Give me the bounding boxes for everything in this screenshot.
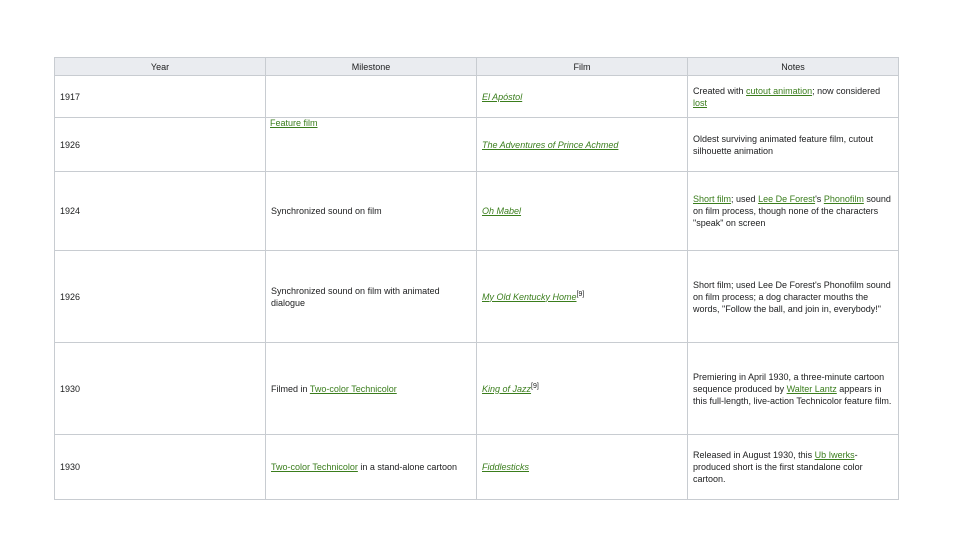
notes-text: Released in August 1930, this — [693, 450, 813, 460]
table-row — [55, 172, 899, 251]
header-year[interactable]: Year — [55, 58, 266, 76]
year-cell: 1930 — [55, 343, 266, 435]
citation-ref[interactable]: [9] — [576, 290, 585, 298]
notes-text: -produced short is the first standalone color cartoon. — [693, 450, 863, 484]
notes-cell — [688, 172, 899, 251]
notes-cell: Short film; used Lee De Forest's Phonofilm sound on film process; a dog character mouths the words, "Follow the ball, and join in, everybody!" — [688, 251, 899, 343]
header-milestone[interactable]: Milestone — [266, 58, 477, 76]
notes-text: Premiering in April 1930, a three-minute cartoon sequence produced by — [693, 371, 885, 394]
film-link[interactable]: El Apóstol — [482, 91, 523, 102]
citation-ref[interactable]: [9] — [531, 382, 539, 390]
table-row — [55, 118, 899, 172]
table-row — [55, 76, 899, 118]
film-link[interactable]: King of Jazz — [482, 383, 532, 394]
milestone-cell — [266, 76, 477, 118]
film-link[interactable]: My Old Kentucky Home — [482, 291, 577, 302]
header-row — [55, 58, 899, 76]
notes-text: Created with — [693, 85, 744, 96]
notes-link[interactable]: Lee De Forest — [758, 194, 816, 204]
notes-text: 's — [815, 194, 822, 204]
year-cell: 1917 — [55, 76, 266, 118]
year-cell: 1924 — [55, 172, 266, 251]
film-cell — [477, 118, 688, 172]
milestone-link[interactable]: Two-color Technicolor — [309, 383, 397, 394]
milestone-text: in a stand-alone cartoon — [360, 462, 457, 472]
header-film[interactable]: Film — [477, 58, 688, 76]
notes-link[interactable]: lost — [693, 97, 708, 108]
year-cell: 1930 — [55, 435, 266, 500]
film-cell — [477, 435, 688, 500]
notes-link[interactable]: Short film — [693, 194, 732, 204]
table-row — [55, 251, 899, 343]
notes-link[interactable]: Phonofilm — [823, 194, 864, 204]
film-cell — [477, 172, 688, 251]
table-row — [55, 435, 899, 500]
header-notes[interactable]: Notes — [688, 58, 899, 76]
milestone-link[interactable]: Two-color Technicolor — [271, 462, 358, 472]
year-cell: 1926 — [55, 118, 266, 172]
film-link[interactable]: Oh Mabel — [482, 206, 522, 216]
notes-cell: Oldest surviving animated feature film, cutout silhouette animation — [688, 118, 899, 172]
notes-link[interactable]: Walter Lantz — [786, 383, 837, 394]
notes-cell — [688, 76, 899, 118]
notes-text: appears in this full-length, live-action Technicolor feature film. — [693, 383, 892, 406]
table-row — [55, 343, 899, 435]
film-cell — [477, 251, 688, 343]
notes-cell — [688, 343, 899, 435]
notes-link[interactable]: cutout animation — [746, 85, 813, 96]
milestones-table — [54, 57, 899, 500]
notes-text: ; used — [731, 194, 756, 204]
notes-cell — [688, 435, 899, 500]
film-link[interactable]: The Adventures of Prince Achmed — [482, 139, 619, 150]
year-cell: 1926 — [55, 251, 266, 343]
notes-text: ; now considered — [812, 85, 881, 96]
milestone-cell — [266, 343, 477, 435]
milestone-cell: Synchronized sound on film — [266, 172, 477, 251]
notes-link[interactable]: Ub Iwerks — [814, 450, 855, 460]
film-link[interactable]: Fiddlesticks — [482, 462, 530, 472]
milestone-text: Filmed in — [271, 383, 308, 394]
milestone-cell — [266, 435, 477, 500]
film-cell — [477, 76, 688, 118]
film-cell — [477, 343, 688, 435]
feature-film-link[interactable]: Feature film — [270, 118, 318, 128]
milestone-cell: Synchronized sound on film with animated dialogue — [266, 251, 477, 343]
notes-text: sound on film process, though none of the characters "speak" on screen — [693, 194, 891, 228]
